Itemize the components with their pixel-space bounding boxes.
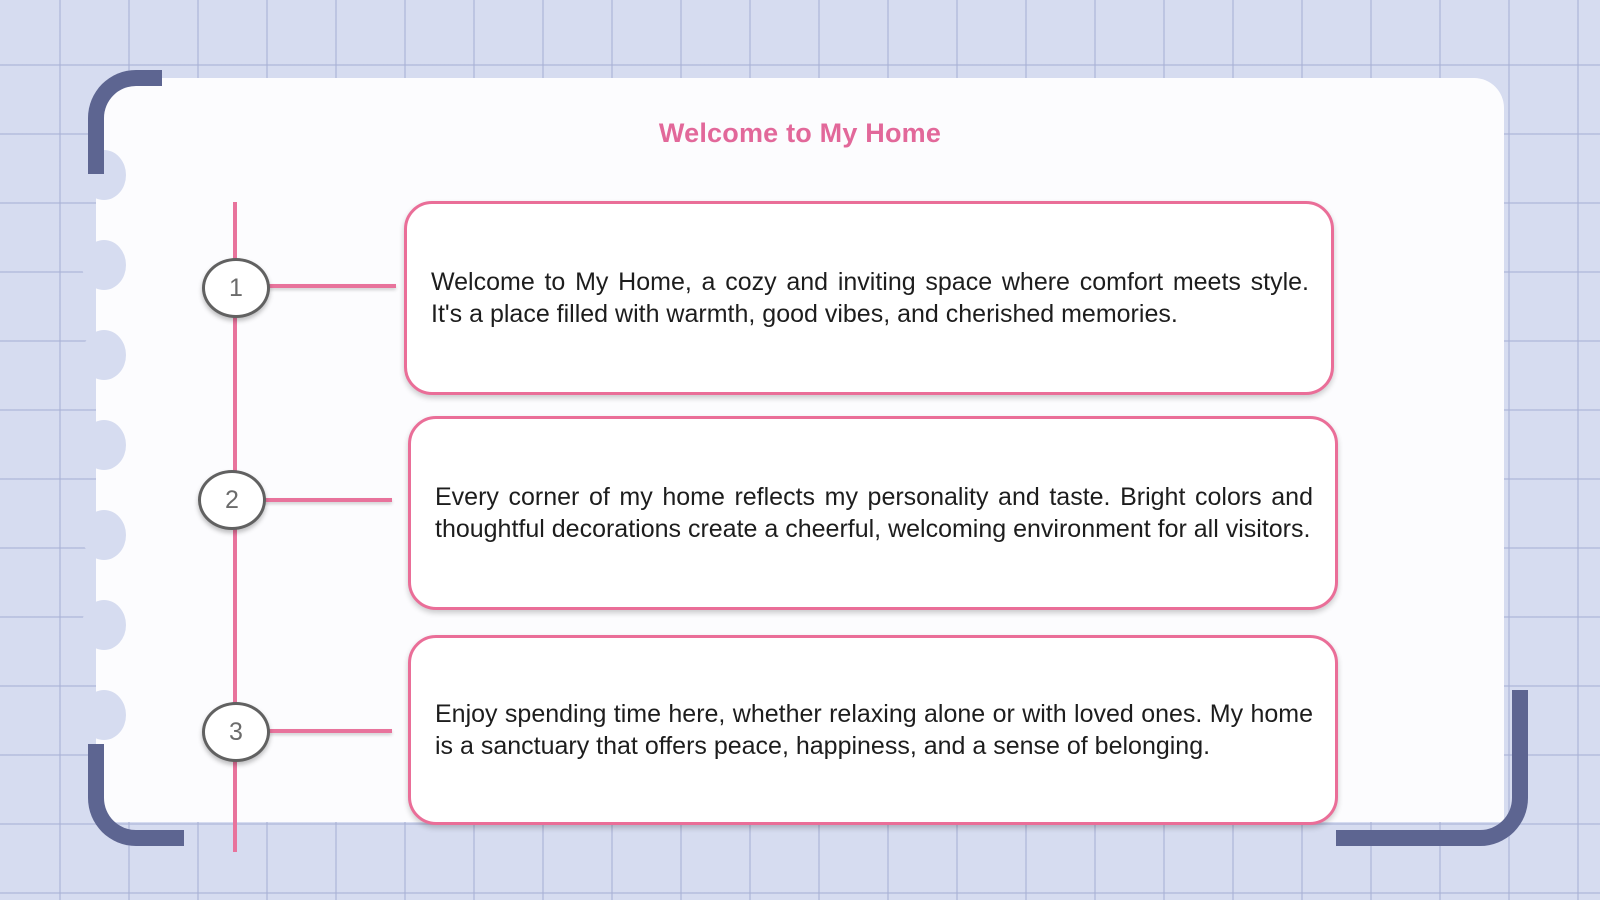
frame-corner-bottom-left bbox=[88, 744, 184, 846]
timeline-connector bbox=[258, 498, 392, 502]
timeline-card-text: Enjoy spending time here, whether relaxing alone or with loved ones. My home is a sanctuary that offers peace, happiness, and a sense of belonging. bbox=[435, 700, 1313, 760]
step-number-badge: 1 bbox=[202, 258, 270, 318]
step-number-badge: 2 bbox=[198, 470, 266, 530]
timeline-connector bbox=[262, 284, 396, 288]
timeline-card bbox=[404, 201, 1334, 395]
timeline-card bbox=[408, 416, 1338, 610]
binder-hole bbox=[82, 420, 126, 470]
timeline-card-text: Welcome to My Home, a cozy and inviting space where comfort meets style. It's a place filled with warmth, good vibes, and cherished memories. bbox=[431, 268, 1309, 328]
timeline-card bbox=[408, 635, 1338, 825]
binder-hole bbox=[82, 510, 126, 560]
binder-hole bbox=[82, 240, 126, 290]
step-number-badge: 3 bbox=[202, 702, 270, 762]
timeline-card-text: Every corner of my home reflects my personality and taste. Bright colors and thoughtful decorations create a cheerful, welcoming environment for all visitors. bbox=[435, 483, 1313, 543]
binder-hole bbox=[82, 600, 126, 650]
slide-title: Welcome to My Home bbox=[658, 118, 942, 148]
binder-hole bbox=[82, 330, 126, 380]
binder-hole bbox=[82, 690, 126, 740]
timeline-connector bbox=[262, 729, 392, 733]
frame-corner-top-left bbox=[88, 70, 162, 174]
frame-corner-bottom-right bbox=[1336, 690, 1528, 846]
